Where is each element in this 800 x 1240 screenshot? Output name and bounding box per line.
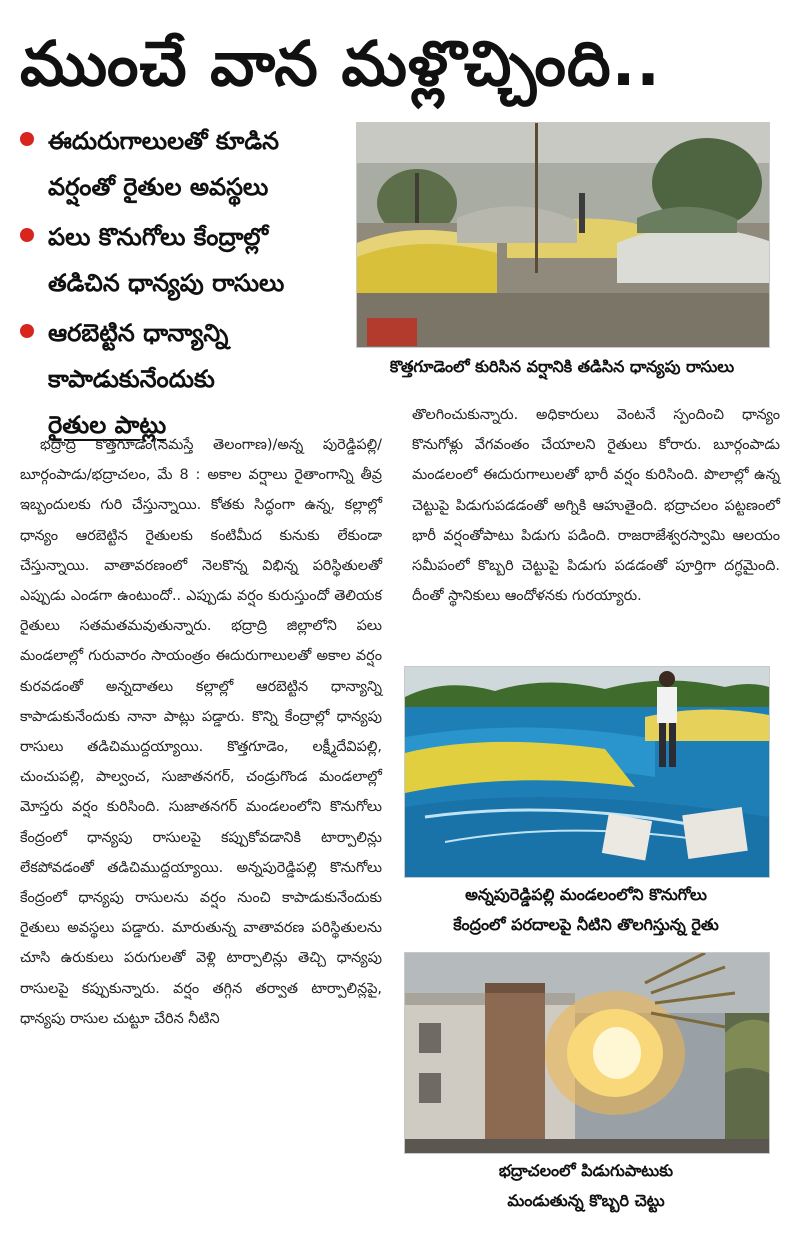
highlight-line: ఈదురుగాలులతో కూడిన [48,127,280,155]
photo-burning-coconut-tree [404,952,770,1154]
bullet-dot-icon [20,228,34,242]
photo-caption: అన్నపురెడ్డిపల్లి మండలంలోని కొనుగోలు కేంద్రంలో పరదాలపై నీటిని తొలగిస్తున్న రైతు [453,885,719,934]
bullet-dot-icon [20,324,34,338]
highlights-list [20,118,350,452]
highlight-item [20,118,350,210]
highlight-line: కాపాడుకునేందుకు [48,365,215,393]
bullet-dot-icon [20,132,34,146]
wet-grain-photo-image [357,123,769,347]
tarpaulin-photo-image [405,667,769,877]
burning-tree-photo-image [405,953,769,1153]
article-paragraph: తొలగించుకున్నారు. అధికారులు వెంటనే స్పందించి ధాన్యం కొనుగోళ్లు వేగవంతం చేయాలని రైతులు కోరారు. బూర్గంపాడు మండలంలో ఈదురుగాలులతో భారీ వర్షం కురిసింది. పొలాల్లో ఉన్న చెట్టుపై పిడుగుపడడంతో అగ్నికి ఆహుతైంది. భద్రాచలం పట్టణంలో భారీ వర్షంతోపాటు పిడుగు పడింది. రాజరాజేశ్వరస్వామి ఆలయం సమీపంలో కొబ్బరి చెట్టుపై పిడుగు పడడంతో పూర్తిగా దగ్ధమైంది. దీంతో స్థానికులు ఆందోళనకు గురయ్యారు. [412,407,780,605]
photo-caption: కొత్తగూడెంలో కురిసిన వర్షానికి తడిసిన ధాన్యపు రాసులు [389,357,735,376]
highlight-line: వర్షంతో రైతుల అవస్థలు [48,173,269,201]
highlight-line: తడిచిన ధాన్యపు రాసులు [48,269,285,297]
photo-wet-grain-heaps [356,122,770,348]
article-body-left-column [20,430,382,1034]
highlight-line: పలు కొనుగోలు కేంద్రాల్లో [48,223,269,251]
article-body-right-column [412,400,780,611]
photo-farmer-tarpaulins [404,666,770,878]
photo-caption: భద్రాచలంలో పిడుగుపాటుకు మండుతున్న కొబ్బరి చెట్టు [498,1161,674,1210]
highlight-item [20,214,350,306]
headline: ముంచే వాన మళ్లొచ్చింది.. [20,27,661,100]
highlight-item [20,310,350,448]
article-paragraph: భద్రాద్రి కొత్తగూడెం(నమస్తే తెలంగాణ)/అన్న పురెడ్డిపల్లి/ బూర్గంపాడు/భద్రాచలం, మే 8 : అకాల వర్షాలు రైతాంగాన్ని తీవ్ర ఇబ్బందులకు గురి చేస్తున్నాయి. కోతకు సిద్ధంగా ఉన్న, కల్లాల్లో ధాన్యం ఆరబెట్టిన రైతులకు కంటిమీద కునుకు లేకుండా చేస్తున్నాయి. వాతావరణంలో నెలకొన్న విభిన్న పరిస్థితులతో ఎప్పుడు ఎండగా ఉంటుందో.. ఎప్పుడు వర్షం కురుస్తుందో తెలియక రైతులు సతమతమవుతున్నారు. భద్రాద్రి జిల్లాలోని పలు మండలాల్లో గురువారం సాయంత్రం ఈదురుగాలులతో అకాల వర్షం కురవడంతో అన్నదాతలు కల్లాల్లో ఆరబెట్టిన ధాన్యాన్ని కాపాడుకునేందుకు నానా పాట్లు పడ్డారు. కొన్ని కేంద్రాల్లో ధాన్యపు రాసులు తడిచిముద్దయ్యాయి. కొత్తగూడెం, లక్ష్మీదేవిపల్లి, చుంచుపల్లి, పాల్వంచ, సుజాతనగర్, చండ్రుగొండ మండలాల్లో మోస్తరు వర్షం కురిసింది. సుజాతనగర్ మండలంలోని కొనుగోలు కేంద్రంలో ధాన్యపు రాసులపై కప్పుకోవడానికి టార్పాలిన్లు లేకపోవడంతో తడిచిముద్దయ్యాయి. అన్నపురెడ్డిపల్లి కొనుగోలు కేంద్రంలో ధాన్యపు రాసులను వర్షం నుంచి కాపాడుకునేందుకు రైతులు అవస్థలు పడ్డారు. మారుతున్న వాతావరణ పరిస్థితులను చూసి ఉరుకులు పరుగులతో వెళ్లి టార్పాలిన్లు తెచ్చి ధాన్యపు రాసులపై కప్పుకున్నారు. వర్షం తగ్గిన తర్వాత టార్పాలిన్లపై, ధాన్యపు రాసుల చుట్టూ చేరిన నీటిని [20,437,382,1027]
highlight-line: ఆరబెట్టిన ధాన్యాన్ని [48,319,229,347]
highlight-line: రైతుల పాట్లు [48,411,167,439]
